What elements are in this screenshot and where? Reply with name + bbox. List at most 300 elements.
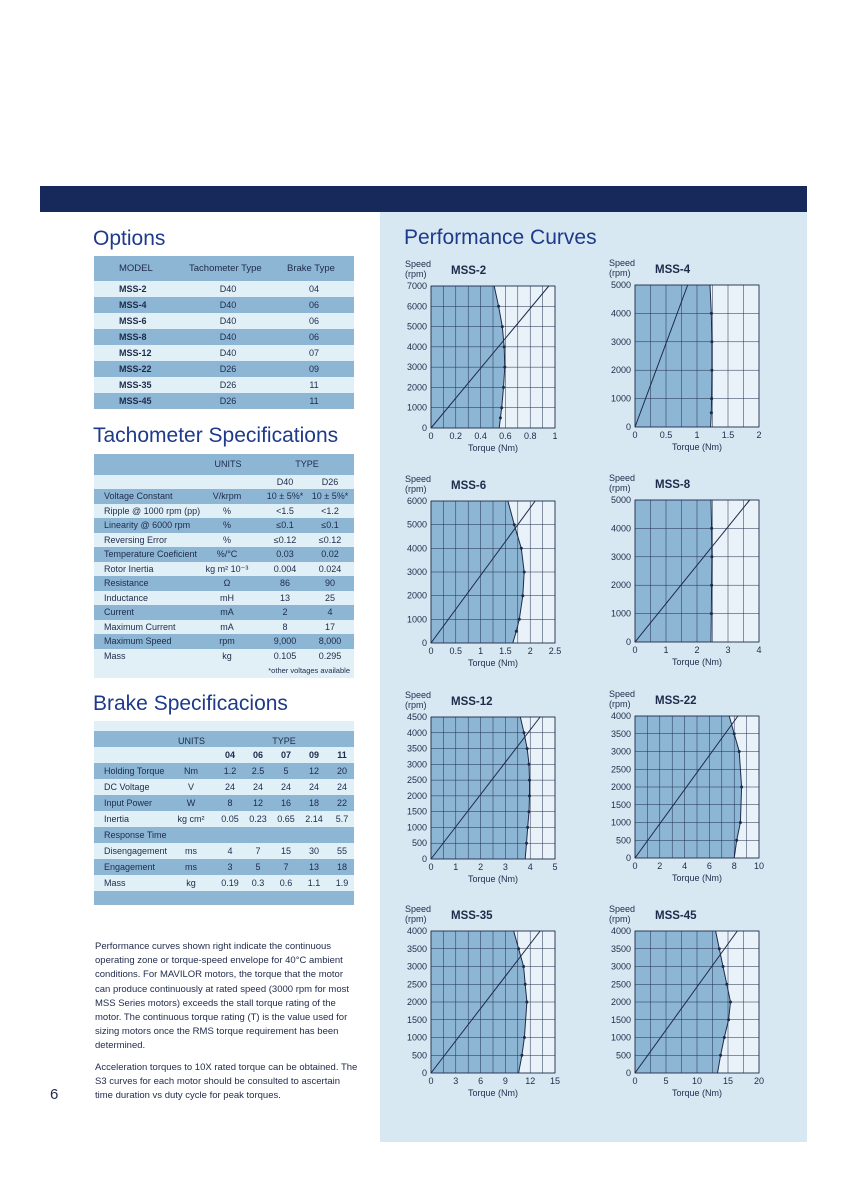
curve-point xyxy=(526,826,529,829)
table-cell: 07 xyxy=(280,750,291,760)
table-cell: Tachometer Type xyxy=(189,263,262,274)
table-cell: ≤0.12 xyxy=(273,534,297,545)
table-cell: D40 xyxy=(219,284,237,294)
curve-point xyxy=(710,340,713,343)
y-axis-label: Speed xyxy=(405,904,432,914)
table-cell: MODEL xyxy=(119,263,153,274)
y-tick-label: 5000 xyxy=(610,495,631,505)
table-row xyxy=(94,747,354,763)
curve-point xyxy=(710,369,713,372)
x-tick-label: 5 xyxy=(552,862,558,872)
table-cell: 0.105 xyxy=(273,650,297,661)
y-tick-label: 1500 xyxy=(406,1014,427,1025)
operating-zone-area xyxy=(431,286,505,428)
x-tick-label: 0 xyxy=(428,862,434,872)
table-row xyxy=(94,547,354,562)
curve-point xyxy=(528,763,531,766)
table-cell: 90 xyxy=(324,578,335,588)
y-tick-label: 3500 xyxy=(610,943,631,954)
x-axis-label: Torque (Nm) xyxy=(671,657,723,667)
table-row xyxy=(94,533,354,548)
tacho-table xyxy=(94,454,354,678)
table-cell: 4 xyxy=(327,607,333,617)
table-cell: 15 xyxy=(280,846,291,856)
table-cell: Disengagement xyxy=(104,846,168,856)
table-cell: 86 xyxy=(279,578,290,588)
table-cell: Voltage Constant xyxy=(104,491,173,501)
table-cell: % xyxy=(222,520,231,530)
y-tick-label: 4000 xyxy=(406,341,427,352)
y-tick-label: 3000 xyxy=(406,567,427,577)
table-cell: DC Voltage xyxy=(104,782,150,792)
chart-body xyxy=(405,259,558,453)
table-cell: MSS-22 xyxy=(119,364,152,374)
y-axis-unit: (rpm) xyxy=(609,699,631,709)
table-cell: ms xyxy=(185,846,197,856)
table-cell: TYPE xyxy=(295,459,319,469)
y-tick-label: 4000 xyxy=(406,543,427,554)
table-cell: 1.1 xyxy=(307,878,321,888)
curve-point xyxy=(523,571,526,574)
table-cell: 30 xyxy=(308,846,319,856)
curve-point xyxy=(727,1018,730,1021)
curve-point xyxy=(502,386,505,389)
table-cell: D40 xyxy=(219,348,237,358)
table-cell: % xyxy=(222,505,231,516)
table-row xyxy=(94,562,354,577)
y-tick-label: 0 xyxy=(421,638,427,648)
table-row xyxy=(94,663,354,678)
table-row xyxy=(94,281,354,297)
table-row xyxy=(94,843,354,859)
table-cell: kg xyxy=(186,878,196,888)
table-row xyxy=(94,504,354,519)
table-cell: Resistance xyxy=(104,578,149,588)
table-cell: Current xyxy=(104,607,135,617)
table-cell: Maximum Speed xyxy=(104,636,172,646)
operating-zone-area xyxy=(635,500,712,642)
y-tick-label: 1500 xyxy=(406,806,427,817)
x-axis-label: Torque (Nm) xyxy=(467,443,519,453)
y-tick-label: 3000 xyxy=(610,336,631,347)
y-axis-label: Speed xyxy=(405,259,432,269)
table-cell: 0.3 xyxy=(251,878,265,888)
y-tick-label: 2500 xyxy=(406,775,427,786)
y-tick-label: 2000 xyxy=(610,580,631,591)
table-cell: 2.14 xyxy=(305,814,323,824)
curve-point xyxy=(735,839,738,842)
x-tick-label: 15 xyxy=(549,1076,561,1086)
operating-zone-area xyxy=(431,717,530,859)
table-cell: mA xyxy=(220,607,234,617)
table-cell: 20 xyxy=(336,766,347,776)
table-cell: 8,000 xyxy=(318,636,342,646)
curve-point xyxy=(719,1054,722,1057)
table-cell: W xyxy=(186,798,196,808)
x-tick-label: 2 xyxy=(756,430,762,440)
curve-point xyxy=(725,983,728,986)
chart-mss-4 xyxy=(605,255,785,455)
x-tick-label: 0.5 xyxy=(449,646,463,656)
table-cell: D26 xyxy=(219,364,237,374)
table-row xyxy=(94,859,354,875)
perf-title: Performance Curves xyxy=(404,226,597,249)
table-cell: 06 xyxy=(308,316,319,326)
y-tick-label: 1000 xyxy=(406,822,427,833)
table-row xyxy=(94,576,354,591)
table-cell: Ω xyxy=(223,578,231,588)
x-tick-label: 15 xyxy=(722,1076,734,1086)
table-cell: Mass xyxy=(104,878,126,888)
x-tick-label: 6 xyxy=(478,1076,484,1086)
y-tick-label: 500 xyxy=(615,1050,631,1061)
curve-point xyxy=(524,983,527,986)
y-axis-label: Speed xyxy=(609,689,636,699)
curve-point xyxy=(525,842,528,845)
y-tick-label: 5000 xyxy=(406,519,427,530)
y-tick-label: 2000 xyxy=(406,997,427,1007)
y-tick-label: 3000 xyxy=(610,746,631,757)
x-tick-label: 20 xyxy=(753,1076,765,1086)
curve-point xyxy=(528,779,531,782)
curve-point xyxy=(526,747,529,750)
y-axis-label: Speed xyxy=(609,904,636,914)
chart-title: MSS-12 xyxy=(451,696,493,708)
table-cell: 0.05 xyxy=(221,814,239,824)
table-row xyxy=(94,475,354,489)
chart-body xyxy=(609,473,762,667)
y-tick-label: 2000 xyxy=(610,782,631,792)
table-cell: Input Power xyxy=(104,798,153,808)
table-cell: Temperature Coeficient xyxy=(104,549,198,559)
table-cell: 0.02 xyxy=(321,549,339,559)
options-title: Options xyxy=(93,227,166,250)
y-tick-label: 3500 xyxy=(406,743,427,754)
table-cell: 2.5 xyxy=(251,766,265,776)
options-header-row xyxy=(94,256,354,281)
chart-title: MSS-35 xyxy=(451,910,493,922)
y-tick-label: 0 xyxy=(625,1068,631,1078)
table-cell: 24 xyxy=(308,782,319,792)
curve-point xyxy=(518,618,521,621)
table-cell: MSS-12 xyxy=(119,348,152,358)
chart-title: MSS-2 xyxy=(451,265,487,277)
y-tick-label: 4000 xyxy=(406,727,427,738)
table-cell: MSS-6 xyxy=(119,316,147,326)
chart-mss-22 xyxy=(605,686,785,886)
table-row xyxy=(94,811,354,827)
y-tick-label: 0 xyxy=(421,1068,427,1078)
table-row xyxy=(94,297,354,313)
y-axis-unit: (rpm) xyxy=(609,268,631,278)
table-cell: D40 xyxy=(219,300,237,310)
y-axis-unit: (rpm) xyxy=(609,483,631,493)
y-tick-label: 500 xyxy=(615,835,631,846)
table-cell: MSS-35 xyxy=(119,380,152,390)
table-cell: 11 xyxy=(337,750,347,760)
tacho-title: Tachometer Specifications xyxy=(93,424,339,447)
table-cell: 0.6 xyxy=(279,878,293,888)
x-tick-label: 9 xyxy=(502,1076,508,1086)
table-cell: D40 xyxy=(219,332,237,342)
x-tick-label: 2 xyxy=(657,861,663,871)
y-tick-label: 5000 xyxy=(406,321,427,332)
x-tick-label: 1 xyxy=(478,646,484,656)
page-number: 6 xyxy=(50,1086,59,1103)
curve-point xyxy=(710,584,713,587)
table-cell: 06 xyxy=(308,300,319,310)
curve-point xyxy=(503,345,506,348)
x-tick-label: 0 xyxy=(632,430,638,440)
x-tick-label: 2 xyxy=(694,645,700,655)
curve-point xyxy=(520,547,523,550)
table-cell: D40 xyxy=(219,316,237,326)
table-cell: Mass xyxy=(104,650,126,661)
table-row xyxy=(94,827,354,843)
table-cell: 06 xyxy=(252,750,263,760)
x-tick-label: 1 xyxy=(663,645,669,655)
x-tick-label: 0 xyxy=(632,1076,638,1086)
curve-point xyxy=(497,305,500,308)
table-cell: <1.2 xyxy=(321,505,339,516)
table-row xyxy=(94,591,354,606)
table-cell: 5 xyxy=(255,862,261,872)
table-cell: 7 xyxy=(255,846,261,856)
table-cell: Response Time xyxy=(104,830,167,840)
chart-title: MSS-4 xyxy=(655,264,691,276)
chart-mss-2 xyxy=(401,256,581,456)
y-tick-label: 500 xyxy=(411,838,427,849)
curve-point xyxy=(521,594,524,597)
table-row xyxy=(94,634,354,649)
curve-point xyxy=(738,750,741,753)
table-cell: <1.5 xyxy=(276,505,294,516)
x-tick-label: 1.5 xyxy=(721,430,735,440)
curve-point xyxy=(523,1036,526,1039)
chart-mss-45 xyxy=(605,901,785,1101)
x-tick-label: 4 xyxy=(682,861,688,871)
table-cell: 12 xyxy=(252,798,263,808)
y-tick-label: 7000 xyxy=(406,281,427,291)
table-row xyxy=(94,605,354,620)
x-tick-label: 1 xyxy=(694,430,700,440)
x-axis-label: Torque (Nm) xyxy=(671,1088,723,1098)
x-axis-label: Torque (Nm) xyxy=(467,1088,519,1098)
body-paragraph-2: Acceleration torques to 10X rated torque can be obtained. The S3 curves for each motor should be consulted to ascertain time duration vs duty cycle for peak torques. xyxy=(95,1062,358,1102)
curve-point xyxy=(517,947,520,950)
y-tick-label: 6000 xyxy=(406,301,427,312)
y-tick-label: 4500 xyxy=(406,712,427,722)
x-tick-label: 1 xyxy=(552,431,558,441)
table-cell: kg xyxy=(222,650,232,661)
y-tick-label: 1000 xyxy=(406,1032,427,1043)
y-tick-label: 2500 xyxy=(406,979,427,990)
table-row xyxy=(94,489,354,504)
y-tick-label: 2000 xyxy=(406,790,427,801)
header-bar xyxy=(40,186,807,212)
table-cell: 25 xyxy=(324,592,335,603)
x-tick-label: 3 xyxy=(502,862,508,872)
x-axis-label: Torque (Nm) xyxy=(671,873,723,883)
y-axis-label: Speed xyxy=(405,690,432,700)
y-tick-label: 3000 xyxy=(610,961,631,972)
table-cell: mH xyxy=(220,592,234,603)
curve-point xyxy=(522,965,525,968)
chart-body xyxy=(609,904,764,1098)
table-cell: 10 ± 5%* xyxy=(266,491,304,501)
y-tick-label: 1000 xyxy=(610,393,631,404)
x-tick-label: 0.8 xyxy=(523,431,537,441)
y-tick-label: 0 xyxy=(625,422,631,432)
x-axis-label: Torque (Nm) xyxy=(671,442,723,452)
curve-point xyxy=(503,366,506,369)
table-cell: 11 xyxy=(309,380,319,390)
x-axis-label: Torque (Nm) xyxy=(467,874,519,884)
y-tick-label: 3500 xyxy=(610,728,631,739)
y-axis-unit: (rpm) xyxy=(405,269,427,279)
curve-point xyxy=(739,821,742,824)
curve-point xyxy=(729,1001,732,1004)
y-tick-label: 1000 xyxy=(610,817,631,828)
x-tick-label: 3 xyxy=(725,645,731,655)
x-tick-label: 1.5 xyxy=(499,646,512,656)
y-tick-label: 3000 xyxy=(406,961,427,972)
table-cell: ≤0.1 xyxy=(276,520,294,530)
y-axis-label: Speed xyxy=(609,473,636,483)
table-cell: 09 xyxy=(308,750,319,760)
table-cell: D26 xyxy=(219,396,237,406)
y-tick-label: 4000 xyxy=(610,308,631,319)
table-cell: 09 xyxy=(308,364,319,374)
y-tick-label: 1000 xyxy=(406,614,427,625)
table-cell: MSS-2 xyxy=(119,284,147,294)
y-tick-label: 0 xyxy=(421,423,427,433)
table-cell: 2 xyxy=(282,607,288,617)
y-tick-label: 0 xyxy=(625,637,631,647)
chart-body xyxy=(609,258,762,452)
curve-point xyxy=(515,630,518,633)
table-cell: 5.7 xyxy=(335,814,349,824)
x-tick-label: 4 xyxy=(527,862,533,872)
x-tick-label: 2 xyxy=(478,862,484,872)
table-cell: Holding Torque xyxy=(104,766,165,776)
table-cell: 12 xyxy=(308,766,319,776)
x-tick-label: 0 xyxy=(632,645,638,655)
curve-point xyxy=(710,612,713,615)
table-cell: D40 xyxy=(276,477,294,487)
curve-point xyxy=(523,731,526,734)
curve-point xyxy=(525,1001,528,1004)
table-cell: *other voltages available xyxy=(268,666,350,675)
table-cell: 5 xyxy=(283,766,289,776)
body-paragraph-1: Performance curves shown right indicate the continuous operating zone or torque-speed envelope for 40°C ambient conditions. For MAVILOR motors, the torque that the motor can produce continuously at rated speed (3000 rpm for most MSS Series motors) exceeds the stall torque rating of the motor. The continuous torque rating (T) is the value used for sizing motors once the RMS torque requirement has been determined. xyxy=(95,941,350,1052)
x-tick-label: 0 xyxy=(632,861,638,871)
y-tick-label: 3000 xyxy=(406,759,427,770)
table-row xyxy=(94,518,354,533)
y-tick-label: 3000 xyxy=(406,362,427,373)
table-cell: rpm xyxy=(219,636,235,646)
table-cell: 16 xyxy=(280,798,291,808)
table-row xyxy=(94,620,354,635)
table-cell: V/krpm xyxy=(212,491,242,501)
curve-point xyxy=(710,411,713,414)
y-axis-unit: (rpm) xyxy=(405,484,427,494)
table-cell: D26 xyxy=(219,380,237,390)
y-tick-label: 4000 xyxy=(610,523,631,534)
table-cell: 18 xyxy=(336,862,347,872)
y-axis-unit: (rpm) xyxy=(405,700,427,710)
y-tick-label: 0 xyxy=(421,854,427,864)
table-cell: Rotor Inertia xyxy=(104,563,154,574)
table-cell: Maximum Current xyxy=(104,621,176,632)
table-cell: MSS-45 xyxy=(119,396,152,406)
x-tick-label: 10 xyxy=(753,861,765,871)
y-tick-label: 2000 xyxy=(610,997,631,1007)
chart-mss-6 xyxy=(401,471,581,671)
curve-point xyxy=(520,1054,523,1057)
table-cell: Brake Type xyxy=(287,263,335,274)
y-tick-label: 500 xyxy=(411,1050,427,1061)
y-tick-label: 4000 xyxy=(610,711,631,721)
x-tick-label: 4 xyxy=(756,645,762,655)
table-cell: UNITS xyxy=(178,736,205,746)
x-tick-label: 1 xyxy=(453,862,459,872)
table-cell: 24 xyxy=(224,782,235,792)
x-tick-label: 6 xyxy=(706,861,712,871)
curve-point xyxy=(513,523,516,526)
table-cell: 1.2 xyxy=(223,766,237,776)
y-axis-unit: (rpm) xyxy=(405,914,427,924)
x-tick-label: 0 xyxy=(428,431,434,441)
brake-title: Brake Specificacions xyxy=(93,692,288,715)
x-tick-label: 8 xyxy=(731,861,737,871)
table-cell: 04 xyxy=(308,284,319,294)
curve-point xyxy=(710,397,713,400)
table-cell: Inertia xyxy=(104,814,130,824)
operating-zone-area xyxy=(635,285,712,427)
y-tick-label: 2000 xyxy=(406,382,427,393)
y-tick-label: 0 xyxy=(625,853,631,863)
x-tick-label: 10 xyxy=(691,1076,703,1086)
curve-point xyxy=(740,786,743,789)
table-cell: 8 xyxy=(282,621,288,632)
table-cell: MSS-8 xyxy=(119,332,147,342)
table-cell: 18 xyxy=(308,798,319,808)
chart-body xyxy=(405,690,558,884)
chart-body xyxy=(609,689,764,883)
table-cell: D26 xyxy=(321,477,339,487)
table-row xyxy=(94,329,354,345)
table-row xyxy=(94,313,354,329)
y-tick-label: 6000 xyxy=(406,496,427,506)
table-row xyxy=(94,875,354,891)
x-axis-label: Torque (Nm) xyxy=(467,658,519,668)
x-tick-label: 2 xyxy=(527,646,533,656)
table-cell: 3 xyxy=(227,862,233,872)
table-cell: MSS-4 xyxy=(119,300,147,310)
y-tick-label: 2500 xyxy=(610,764,631,775)
y-tick-label: 3500 xyxy=(406,943,427,954)
table-cell: UNITS xyxy=(214,459,242,469)
brake-table xyxy=(94,721,354,905)
y-axis-unit: (rpm) xyxy=(609,914,631,924)
y-tick-label: 4000 xyxy=(610,926,631,936)
table-cell: 11 xyxy=(309,396,319,406)
x-tick-label: 0 xyxy=(428,1076,434,1086)
table-cell: 24 xyxy=(336,782,347,792)
y-tick-label: 1500 xyxy=(610,799,631,810)
y-tick-label: 1000 xyxy=(406,402,427,413)
